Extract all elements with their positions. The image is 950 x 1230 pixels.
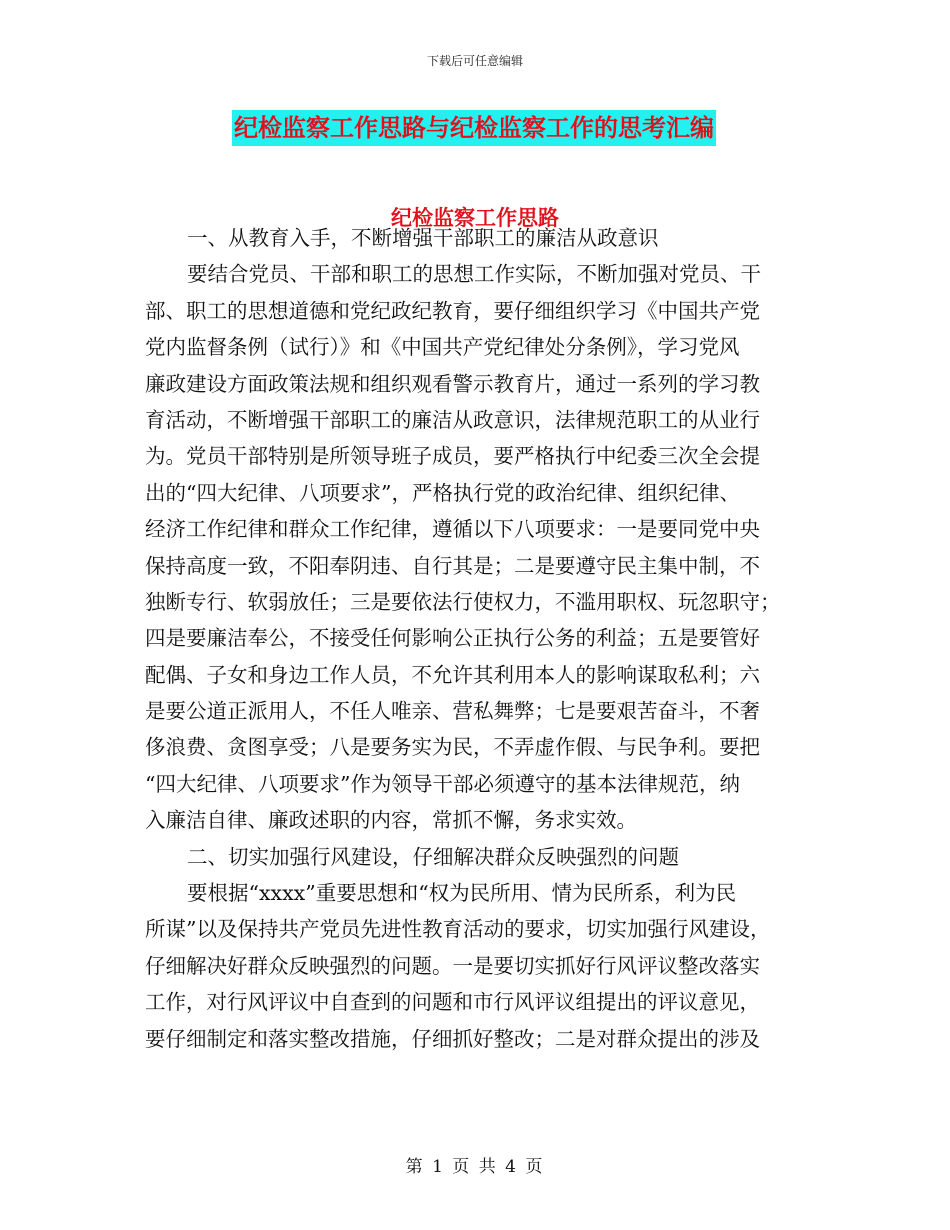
body-text bbox=[145, 220, 805, 1057]
subheading: 二、切实加强行风建设，仔细解决群众反映强烈的问题 bbox=[187, 844, 679, 869]
paragraph-line: 配偶、子女和身边工作人员，不允许其利用本人的影响谋取私利；六 bbox=[145, 662, 760, 687]
paragraph-line: 侈浪费、贪图享受；八是要务实为民，不弄虚作假、与民争利。要把 bbox=[145, 735, 760, 760]
paragraph-line: 要仔细制定和落实整改措施，仔细抓好整改；二是对群众提出的涉及 bbox=[145, 1026, 760, 1051]
paragraph-line: 要结合党员、干部和职工的思想工作实际，不断加强对党员、干 bbox=[187, 262, 761, 287]
paragraph-line: 经济工作纪律和群众工作纪律，遵循以下八项要求：一是要同党中央 bbox=[145, 517, 760, 542]
paragraph-line: 出的“四大纪律、八项要求”，严格执行党的政治纪律、组织纪律、 bbox=[145, 480, 740, 505]
header-note: 下载后可任意编辑 bbox=[426, 54, 523, 68]
paragraph-line: 独断专行、软弱放任；三是要依法行使权力，不滥用职权、玩忽职守； bbox=[145, 589, 781, 614]
section-title: 纪检监察工作思路 bbox=[391, 205, 559, 230]
paragraph-line: 入廉洁自律、廉政述职的内容，常抓不懈，务求实效。 bbox=[145, 808, 637, 833]
page-footer: 第 1 页 共 4 页 bbox=[405, 1157, 545, 1177]
paragraph-line: 保持高度一致，不阳奉阴违、自行其是；二是要遵守民主集中制，不 bbox=[145, 553, 760, 578]
paragraph-line: 四是要廉洁奉公，不接受任何影响公正执行公务的利益；五是要管好 bbox=[145, 626, 760, 651]
paragraph-line: 工作，对行风评议中自查到的问题和市行风评议组提出的评议意见， bbox=[145, 990, 760, 1015]
subheading: 一、从教育入手，不断增强干部职工的廉洁从政意识 bbox=[187, 226, 659, 250]
paragraph-line: 要根据“xxxx”重要思想和“权为民所用、情为民所系，利为民 bbox=[187, 881, 737, 906]
paragraph-line: 育活动，不断增强干部职工的廉洁从政意识，法律规范职工的从业行 bbox=[145, 407, 760, 432]
paragraph-line: 为。党员干部特别是所领导班子成员，要严格执行中纪委三次全会提 bbox=[145, 444, 760, 469]
main-title: 纪检监察工作思路与纪检监察工作的思考汇编 bbox=[232, 110, 716, 146]
paragraph-line: 所谋”以及保持共产党员先进性教育活动的要求，切实加强行风建设， bbox=[145, 917, 771, 942]
paragraph-line: 党内监督条例（试行）》和《中国共产党纪律处分条例》，学习党风 bbox=[145, 335, 740, 360]
paragraph-line: 仔细解决好群众反映强烈的问题。一是要切实抓好行风评议整改落实 bbox=[145, 953, 760, 978]
paragraph-line: 部、职工的思想道德和党纪政纪教育，要仔细组织学习《中国共产党 bbox=[145, 298, 760, 323]
paragraph-line: “四大纪律、八项要求”作为领导干部必须遵守的基本法律规范，纳 bbox=[145, 771, 740, 796]
paragraph-line: 廉政建设方面政策法规和组织观看警示教育片，通过一系列的学习教 bbox=[145, 371, 760, 396]
paragraph-line: 是要公道正派用人，不任人唯亲、营私舞弊；七是要艰苦奋斗，不奢 bbox=[145, 699, 760, 724]
